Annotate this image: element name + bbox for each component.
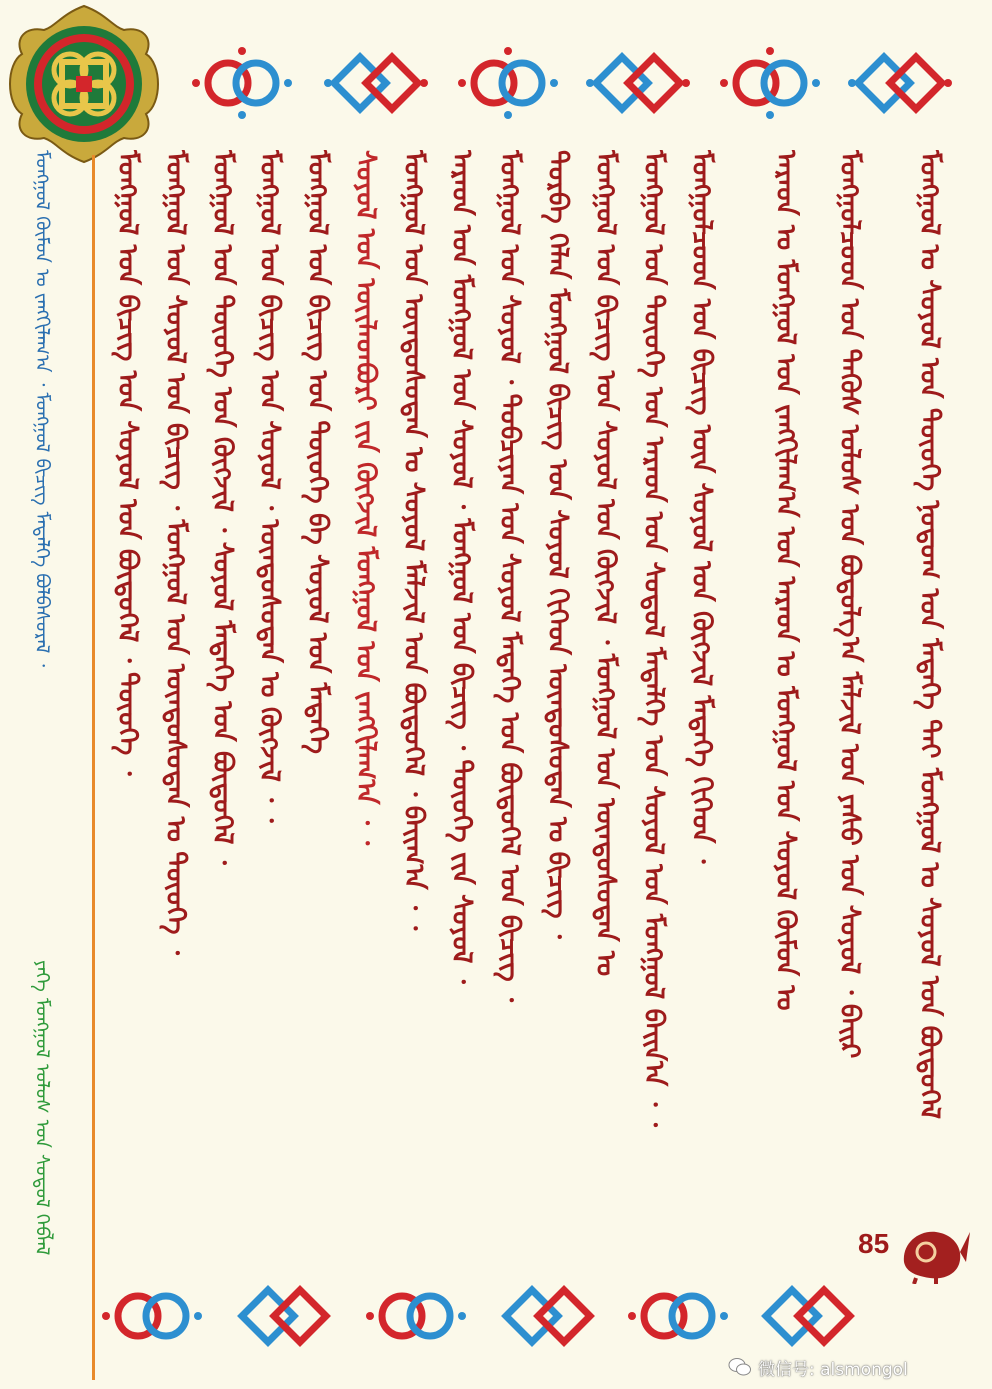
knot-ornament-icon bbox=[100, 1278, 204, 1354]
vertical-divider bbox=[92, 155, 95, 1380]
watermark-text: 微信号: alsmongol bbox=[758, 1359, 908, 1380]
knot-ornament-icon bbox=[456, 45, 560, 121]
text-column: ᠮᠣᠩᠭᠣᠯ ᠤᠨ ᠪᠢᠴᠢᠭ ᠤᠨ ᠲᠦᠦᠬᠡ ᠪᠠ ᠰᠤᠶᠤᠯ ᠤᠨ ᠮᠡᠳᠡᠭᠡ bbox=[302, 150, 333, 755]
knot-ornament-icon bbox=[718, 45, 822, 121]
rosette-ornament-icon bbox=[3, 3, 165, 165]
section-heading: ᠰᠤᠶᠤᠯ ᠤᠨ ᠦᠢᠯᠡᠳᠪᠦᠷᠢ ᠵᠢᠨ ᠬᠥᠭᠵᠢᠯ ᠮᠣᠩᠭᠣᠯ ᠤᠨ ᠵᠠᠩᠬᠢᠯᠠᠭ᠎ᠠ ᠂ ᠂ bbox=[350, 150, 381, 846]
text-column: ᠮᠣᠩᠭᠣᠯ ᠤ ᠰᠤᠶᠤᠯ ᠤᠨ ᠲᠦᠦᠬᠡ ᠨᠤᠲᠤᠭ ᠤᠨ ᠮᠡᠳᠡᠭᠡ ᠲᠡᠢ ᠮᠣᠩᠭᠣᠯ ᠤ ᠰᠤᠶᠤᠯ ᠤᠨ ᠪᠦᠲᠦᠭᠡᠯ bbox=[914, 150, 945, 1120]
text-column: ᠮᠣᠩᠭᠣᠯ ᠤᠨ ᠪᠢᠴᠢᠭ ᠤᠨ ᠰᠤᠶᠤᠯ ᠂ ᠦᠨᠳᠦᠰᠦᠲᠡᠨ ᠤ ᠬᠥᠭᠵᠢᠯ ᠂ ᠂ bbox=[254, 150, 285, 823]
wechat-icon bbox=[728, 1357, 752, 1377]
header-title: ᠮᠣᠩᠭᠣᠯ ᠬᠦᠮᠦᠨ ᠤ ᠵᠠᠩᠬᠢᠯᠠᠭ᠎ᠠ ᠂ ᠮᠣᠩᠭᠣᠯ ᠪᠢᠴᠢᠭ ᠮᠡᠳᠡᠯᠭᠡ ᠪᠣᠯᠪᠠᠰᠤᠷᠠᠯ ᠂ bbox=[31, 150, 53, 668]
knot-ornament-icon bbox=[232, 1278, 336, 1354]
text-column: ᠮᠣᠩᠭᠣᠯ ᠤᠨ ᠪᠢᠴᠢᠭ ᠤᠨ ᠰᠤᠶᠤᠯ ᠤᠨ ᠬᠥᠭᠵᠢᠯ ᠂ ᠮᠣᠩᠭᠣᠯ ᠤᠨ ᠦᠨᠳᠦᠰᠦᠲᠡᠨ ᠤ bbox=[590, 150, 621, 977]
knot-ornament-icon bbox=[190, 45, 294, 121]
knot-ornament-icon bbox=[586, 45, 690, 121]
text-column: ᠮᠣᠩᠭᠣᠯ ᠤᠨ ᠰᠤᠶᠤᠯ ᠂ ᠲᠣᠪᠴᠢᠶᠠᠨ ᠤᠨ ᠰᠣᠶᠣᠯ ᠮᠡᠳᠡᠭᠡ ᠤᠨ ᠪᠦᠲᠦᠭᠡᠯ ᠤᠨ ᠪᠢᠴᠢᠭ ᠂ bbox=[494, 150, 525, 1003]
sheep-logo-icon bbox=[896, 1222, 976, 1284]
book-title: ᠶᠡᠬᠡ ᠮᠣᠩᠭᠣᠯ ᠤᠯᠤᠰ ᠤᠨ ᠰᠤᠳᠤᠯ ᠬᠡᠪᠯᠡᠯ bbox=[31, 960, 53, 1256]
text-column: ᠠᠷᠠᠳ ᠤ ᠮᠣᠩᠭᠣᠯ ᠤᠨ ᠵᠠᠩᠬᠢᠯᠠᠭ᠎ᠠ ᠤᠨ ᠠᠷᠠᠳ ᠤ ᠮᠣᠩᠭᠣᠯ ᠤᠨ ᠰᠤᠶᠤᠯ ᠬᠦᠮᠦᠨ ᠤ bbox=[770, 150, 801, 1011]
knot-ornament-icon bbox=[364, 1278, 468, 1354]
page-number: 85 bbox=[858, 1228, 890, 1259]
text-column: ᠮᠣᠩᠭᠣᠯ ᠤᠨ ᠰᠤᠶᠤᠯ ᠤᠨ ᠪᠢᠴᠢᠭ ᠂ ᠮᠣᠩᠭᠣᠯ ᠤᠨ ᠦᠨᠳᠦᠰᠦᠲᠡᠨ ᠤ ᠲᠦᠦᠬᠡ ᠂ bbox=[160, 150, 191, 955]
knot-ornament-icon bbox=[324, 45, 428, 121]
text-column: ᠮᠣᠩᠭᠣᠯᠴᠤᠳ ᠤᠨ ᠪᠢᠴᠢᠭ ᠦᠨ ᠰᠣᠶᠣᠯ ᠤᠨ ᠬᠥᠭᠵᠢᠯ ᠮᠡᠳᠡᠭᠡ ᠬᠢᠭᠡᠳ ᠂ bbox=[686, 150, 717, 864]
text-column: ᠮᠣᠩᠭᠣᠯ ᠤᠨ ᠲᠦᠦᠬᠡ ᠤᠨ ᠠᠷᠠᠳ ᠤᠨ ᠰᠤᠳᠤᠯ ᠮᠡᠳᠡᠯᠭᠡ ᠤᠨ ᠰᠤᠶᠤᠯ ᠤᠨ ᠮᠣᠩᠭᠣᠯ ᠪᠠᠢᠨ᠎ᠠ ᠂ ᠂ bbox=[638, 150, 669, 1127]
text-column: ᠮᠣᠩᠭᠣᠯᠴᠤᠳ ᠤᠨ ᠲᠡᠭᠦᠰ ᠤᠯᠤᠰ ᠤᠨ ᠪᠣᠳᠣᠯᠭ᠎ᠠ ᠮᠠᠯᠵᠢᠯ ᠤᠨ ᠶᠠᠰᠤ ᠤᠨ ᠰᠤᠶᠤᠯ ᠂ ᠪᠠᠢᠷ bbox=[834, 150, 865, 1059]
text-column: ᠮᠣᠩᠭᠣᠯ ᠤᠨ ᠪᠢᠴᠢᠭ ᠤᠨ ᠰᠤᠶᠤᠯ ᠤᠨ ᠪᠦᠲᠦᠭᠡᠯ ᠂ ᠲᠦᠦᠬᠡ ᠂ bbox=[112, 150, 143, 776]
text-column: ᠲᠤᠷᠪᠠ ᠬᠡᠯᠡᠨ ᠮᠣᠩᠭᠣᠯ ᠪᠢᠴᠢᠭ ᠤᠨ ᠰᠤᠶᠤᠯ ᠬᠢᠭᠡᠳ ᠦᠨᠳᠦᠰᠦᠲᠡᠨ ᠤ ᠪᠢᠴᠢᠭ ᠂ bbox=[542, 150, 573, 939]
knot-ornament-icon bbox=[626, 1278, 730, 1354]
text-column: ᠠᠷᠠᠳ ᠤᠨ ᠮᠣᠩᠭᠣᠯ ᠤᠨ ᠰᠤᠶᠤᠯ ᠂ ᠮᠣᠩᠭᠣᠯ ᠤᠨ ᠪᠢᠴᠢᠭ ᠂ ᠲᠦᠦᠬᠡ ᠵᠢᠨ ᠰᠤᠶᠤᠯ ᠂ bbox=[446, 150, 477, 984]
knot-ornament-icon bbox=[496, 1278, 600, 1354]
text-column: ᠮᠣᠩᠭᠣᠯ ᠤᠨ ᠲᠦᠦᠬᠡ ᠤᠨ ᠬᠥᠭᠵᠢᠯ ᠂ ᠰᠤᠶᠤᠯ ᠮᠡᠳᠡᠭᠡ ᠤᠨ ᠪᠦᠲᠦᠭᠡᠯ ᠂ bbox=[207, 150, 238, 865]
knot-ornament-icon bbox=[848, 45, 952, 121]
watermark bbox=[728, 1354, 908, 1380]
knot-ornament-icon bbox=[756, 1278, 860, 1354]
text-column: ᠮᠣᠩᠭᠣᠯ ᠤᠨ ᠦᠨᠳᠦᠰᠦᠲᠡᠨ ᠤ ᠰᠤᠶᠤᠯ ᠮᠠᠯᠵᠢᠯ ᠤᠨ ᠪᠦᠲᠦᠭᠡᠯ ᠂ ᠪᠠᠢᠭ᠎ᠠ ᠂ ᠂ bbox=[398, 150, 429, 931]
